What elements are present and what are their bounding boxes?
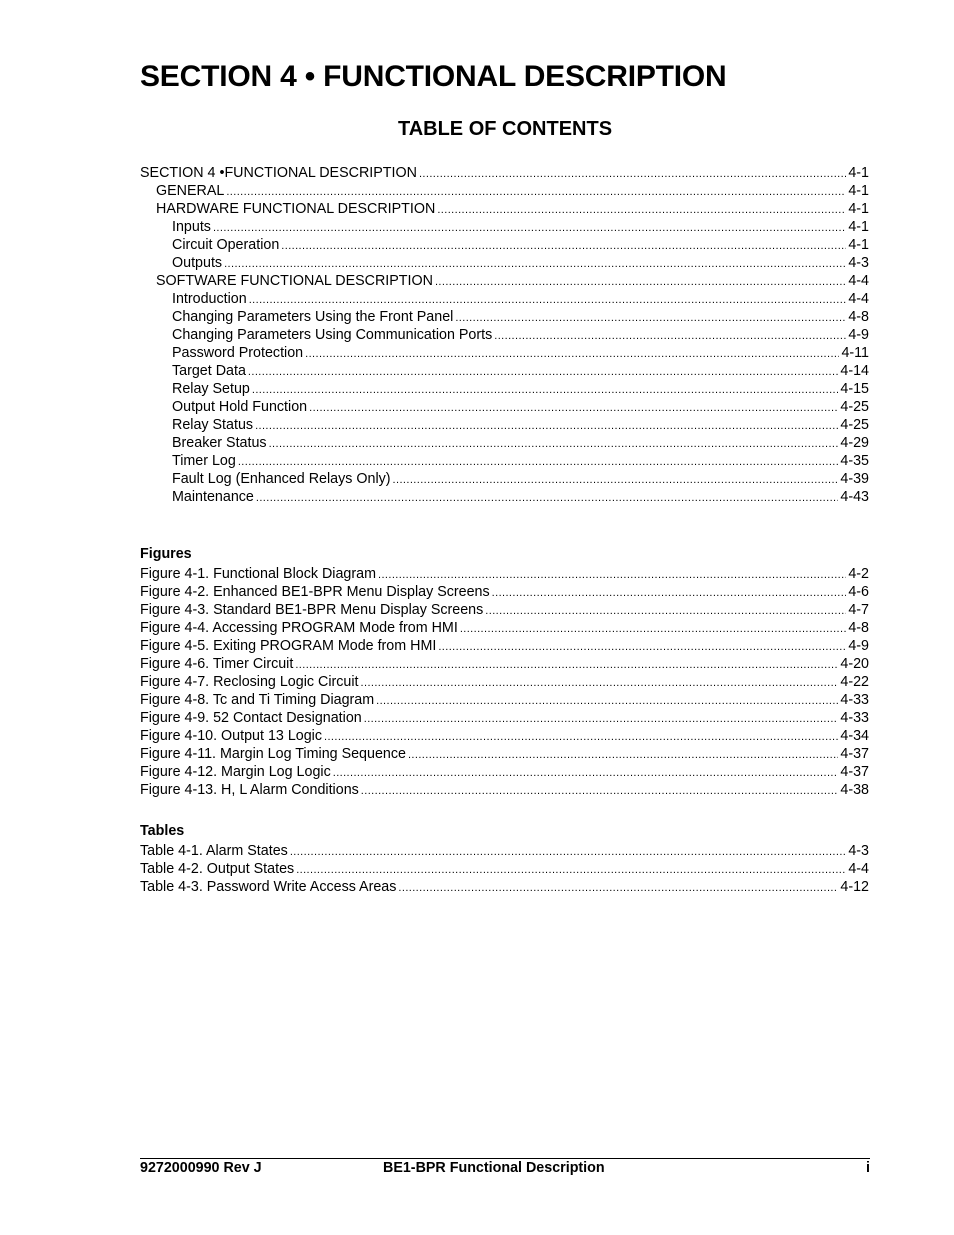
toc-entry-page: 4-1 <box>848 219 869 235</box>
toc-entry[interactable] <box>140 164 869 182</box>
leader-dots <box>213 219 846 237</box>
figure-entry-label: Figure 4-8. Tc and Ti Timing Diagram <box>140 692 375 708</box>
toc-entry-label: Breaker Status <box>172 435 267 451</box>
tables-heading: Tables <box>140 823 185 839</box>
toc-entry-label: Output Hold Function <box>172 399 308 415</box>
toc-entry-page: 4-1 <box>848 183 869 199</box>
figure-entry-page: 4-7 <box>848 602 869 618</box>
leader-dots <box>249 291 847 309</box>
leader-dots <box>398 879 838 897</box>
figure-entry-label: Figure 4-5. Exiting PROGRAM Mode from HMI <box>140 638 437 654</box>
toc-entry[interactable] <box>140 182 869 200</box>
leader-dots <box>376 692 838 710</box>
table-entry[interactable] <box>140 860 869 878</box>
leader-dots <box>361 782 839 800</box>
figure-entry-page: 4-6 <box>848 584 869 600</box>
toc-entry-page: 4-8 <box>848 309 869 325</box>
figure-entry-page: 4-38 <box>840 782 869 798</box>
figure-entry[interactable] <box>140 691 869 709</box>
figure-entry[interactable] <box>140 565 869 583</box>
toc-title: TABLE OF CONTENTS <box>397 118 613 140</box>
leader-dots <box>224 255 846 273</box>
footer-rule <box>140 1158 870 1159</box>
toc-entry-label: SOFTWARE FUNCTIONAL DESCRIPTION <box>156 273 433 289</box>
figure-entry-label: Figure 4-10. Output 13 Logic <box>140 728 322 744</box>
footer-doc-number: 9272000990 Rev J <box>140 1160 262 1176</box>
figure-entry[interactable] <box>140 601 869 619</box>
figure-entry[interactable] <box>140 727 869 745</box>
leader-dots <box>460 620 847 638</box>
toc-entry[interactable] <box>140 434 869 452</box>
figure-entry-label: Figure 4-6. Timer Circuit <box>140 656 294 672</box>
figure-entry-page: 4-2 <box>848 566 869 582</box>
toc-entry-label: Outputs <box>172 255 223 271</box>
toc-entry-label: Changing Parameters Using the Front Panel <box>172 309 454 325</box>
toc-entry-label: GENERAL <box>156 183 225 199</box>
toc-entry[interactable] <box>140 470 869 488</box>
toc-entry-label: Circuit Operation <box>172 237 280 253</box>
table-entry-label: Table 4-3. Password Write Access Areas <box>140 879 397 895</box>
figure-entry-label: Figure 4-1. Functional Block Diagram <box>140 566 376 582</box>
toc-entry-page: 4-14 <box>840 363 869 379</box>
leader-dots <box>438 638 846 656</box>
toc-entry[interactable] <box>140 290 869 308</box>
toc-entry-label: SECTION 4 •FUNCTIONAL DESCRIPTION <box>140 165 417 181</box>
toc-entry-page: 4-25 <box>840 417 869 433</box>
leader-dots <box>309 399 838 417</box>
figure-entry-page: 4-8 <box>848 620 869 636</box>
toc-entry-label: Timer Log <box>172 453 236 469</box>
leader-dots <box>255 417 838 435</box>
toc-entry-page: 4-9 <box>848 327 869 343</box>
toc-entry-label: Changing Parameters Using Communication Ports <box>172 327 493 343</box>
leader-dots <box>494 327 846 345</box>
page-title: SECTION 4 • FUNCTIONAL DESCRIPTION <box>140 60 727 93</box>
toc-entry[interactable] <box>140 254 869 272</box>
toc-entry-page: 4-43 <box>840 489 869 505</box>
toc-entry-page: 4-3 <box>848 255 869 271</box>
toc-entry-label: Target Data <box>172 363 246 379</box>
figure-entry[interactable] <box>140 709 869 727</box>
table-entry-page: 4-12 <box>840 879 869 895</box>
leader-dots <box>296 861 846 879</box>
figure-entry-page: 4-33 <box>840 692 869 708</box>
toc-entry-page: 4-35 <box>840 453 869 469</box>
footer-doc-title: BE1-BPR Functional Description <box>383 1160 605 1176</box>
table-entry-page: 4-4 <box>848 861 869 877</box>
figure-entry-label: Figure 4-2. Enhanced BE1-BPR Menu Display Screens <box>140 584 490 600</box>
table-entry[interactable] <box>140 878 869 896</box>
toc-entry-label: Fault Log (Enhanced Relays Only) <box>172 471 391 487</box>
leader-dots <box>333 764 839 782</box>
figure-entry-page: 4-22 <box>840 674 869 690</box>
leader-dots <box>295 656 838 674</box>
table-entry-page: 4-3 <box>848 843 869 859</box>
toc-entry-label: Maintenance <box>172 489 254 505</box>
leader-dots <box>393 471 839 489</box>
toc-entry[interactable] <box>140 236 869 254</box>
leader-dots <box>290 843 847 861</box>
tables-list <box>140 820 869 896</box>
leader-dots <box>437 201 846 219</box>
leader-dots <box>305 345 839 363</box>
figure-entry[interactable] <box>140 655 869 673</box>
figure-entry[interactable] <box>140 583 869 601</box>
toc-list <box>140 164 869 506</box>
toc-entry-page: 4-4 <box>848 291 869 307</box>
leader-dots <box>435 273 846 291</box>
toc-entry[interactable] <box>140 380 869 398</box>
toc-entry[interactable] <box>140 200 869 218</box>
table-entry-label: Table 4-2. Output States <box>140 861 295 877</box>
figure-entry-label: Figure 4-13. H, L Alarm Conditions <box>140 782 359 798</box>
figure-entry-page: 4-9 <box>848 638 869 654</box>
figure-entry-label: Figure 4-3. Standard BE1-BPR Menu Display Screens <box>140 602 484 618</box>
figure-entry-label: Figure 4-4. Accessing PROGRAM Mode from HMI <box>140 620 458 636</box>
toc-entry[interactable] <box>140 272 869 290</box>
toc-entry[interactable] <box>140 326 869 344</box>
toc-entry-label: Relay Setup <box>172 381 250 397</box>
leader-dots <box>361 674 839 692</box>
toc-entry-page: 4-1 <box>848 165 869 181</box>
toc-entry[interactable] <box>140 344 869 362</box>
toc-entry-page: 4-11 <box>841 345 869 361</box>
toc-entry[interactable] <box>140 416 869 434</box>
leader-dots <box>281 237 846 255</box>
figure-entry-label: Figure 4-12. Margin Log Logic <box>140 764 331 780</box>
toc-entry-label: Password Protection <box>172 345 304 361</box>
figures-heading: Figures <box>140 546 192 562</box>
toc-entry-label: Inputs <box>172 219 211 235</box>
figure-entry-page: 4-33 <box>840 710 869 726</box>
leader-dots <box>324 728 838 746</box>
toc-entry-page: 4-29 <box>840 435 869 451</box>
toc-entry[interactable] <box>140 362 869 380</box>
figure-entry-label: Figure 4-9. 52 Contact Designation <box>140 710 362 726</box>
toc-entry-label: Introduction <box>172 291 247 307</box>
figure-entry[interactable] <box>140 745 869 763</box>
figure-entry[interactable] <box>140 619 869 637</box>
figure-entry[interactable] <box>140 763 869 781</box>
leader-dots <box>492 584 847 602</box>
leader-dots <box>226 183 846 201</box>
leader-dots <box>238 453 839 471</box>
figure-entry-page: 4-37 <box>840 746 869 762</box>
leader-dots <box>419 165 846 183</box>
toc-entry-page: 4-39 <box>840 471 869 487</box>
table-entry-label: Table 4-1. Alarm States <box>140 843 288 859</box>
toc-entry[interactable] <box>140 308 869 326</box>
leader-dots <box>248 363 838 381</box>
table-entry[interactable] <box>140 842 869 860</box>
figure-entry-page: 4-34 <box>840 728 869 744</box>
leader-dots <box>378 566 846 584</box>
toc-entry[interactable] <box>140 488 869 506</box>
leader-dots <box>455 309 846 327</box>
footer-page-number: i <box>866 1160 870 1176</box>
leader-dots <box>252 381 838 399</box>
figure-entry-page: 4-20 <box>840 656 869 672</box>
toc-entry-page: 4-1 <box>848 201 869 217</box>
leader-dots <box>256 489 839 507</box>
figure-entry-page: 4-37 <box>840 764 869 780</box>
toc-entry[interactable] <box>140 452 869 470</box>
leader-dots <box>269 435 839 453</box>
toc-entry-label: HARDWARE FUNCTIONAL DESCRIPTION <box>156 201 436 217</box>
figure-entry[interactable] <box>140 781 869 799</box>
figure-entry[interactable] <box>140 637 869 655</box>
leader-dots <box>408 746 838 764</box>
figure-entry[interactable] <box>140 673 869 691</box>
toc-entry-label: Relay Status <box>172 417 254 433</box>
toc-entry[interactable] <box>140 398 869 416</box>
toc-entry-page: 4-1 <box>848 237 869 253</box>
toc-entry[interactable] <box>140 218 869 236</box>
toc-entry-page: 4-15 <box>840 381 869 397</box>
figure-entry-label: Figure 4-7. Reclosing Logic Circuit <box>140 674 359 690</box>
toc-entry-page: 4-25 <box>840 399 869 415</box>
figures-list <box>140 543 869 799</box>
toc-entry-page: 4-4 <box>848 273 869 289</box>
figure-entry-label: Figure 4-11. Margin Log Timing Sequence <box>140 746 406 762</box>
leader-dots <box>364 710 839 728</box>
leader-dots <box>485 602 846 620</box>
